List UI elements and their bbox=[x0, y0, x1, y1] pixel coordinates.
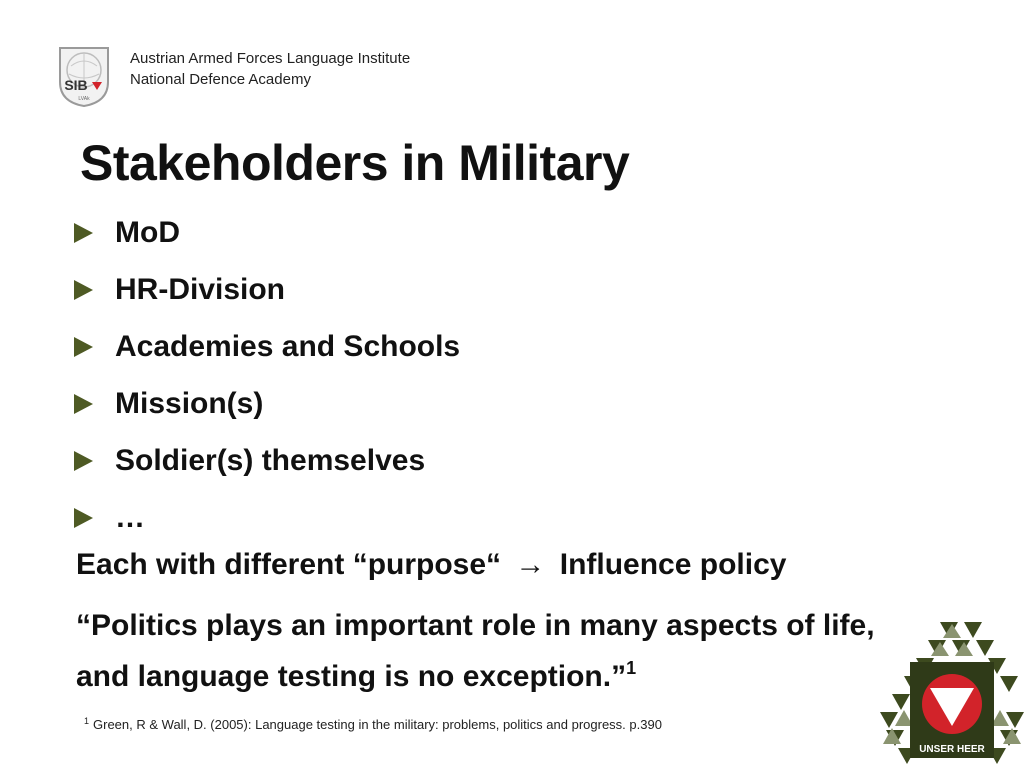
slide-title: Stakeholders in Military bbox=[80, 135, 630, 191]
bullet-arrow-icon bbox=[74, 508, 93, 528]
list-item bbox=[74, 432, 460, 489]
sib-logo-text: SIB bbox=[64, 77, 88, 93]
bullet-label: … bbox=[115, 500, 145, 534]
stakeholder-list bbox=[74, 204, 460, 546]
army-logo-text: UNSER HEER bbox=[919, 744, 985, 755]
politics-quote bbox=[76, 604, 906, 698]
bullet-label: Soldier(s) themselves bbox=[115, 443, 426, 477]
list-item bbox=[74, 204, 460, 261]
sib-logo bbox=[56, 42, 112, 108]
list-item bbox=[74, 489, 460, 546]
academy-name: National Defence Academy bbox=[130, 71, 311, 88]
bullet-label: HR-Division bbox=[115, 272, 286, 306]
bullet-arrow-icon bbox=[74, 451, 93, 471]
purpose-statement bbox=[76, 548, 786, 582]
policy-text: Influence policy bbox=[559, 548, 787, 581]
bullet-arrow-icon bbox=[74, 280, 93, 300]
list-item bbox=[74, 261, 460, 318]
institute-header bbox=[130, 48, 410, 90]
unser-heer-logo bbox=[880, 622, 1024, 768]
quote-footnote-ref: 1 bbox=[626, 658, 637, 678]
bullet-arrow-icon bbox=[74, 337, 93, 357]
list-item bbox=[74, 318, 460, 375]
bullet-arrow-icon bbox=[74, 223, 93, 243]
footnote-marker: 1 bbox=[84, 716, 90, 726]
right-arrow-icon: → bbox=[515, 548, 546, 581]
footnote bbox=[84, 716, 662, 732]
sib-logo-subtext: LVAk bbox=[78, 96, 90, 102]
bullet-label: Academies and Schools bbox=[115, 329, 461, 363]
footnote-citation: Green, R & Wall, D. (2005): Language testing in the military: problems, politics and progress. p.390 bbox=[93, 717, 662, 732]
bullet-label: Mission(s) bbox=[115, 386, 264, 420]
purpose-text: Each with different “purpose“ bbox=[76, 548, 502, 581]
bullet-label: MoD bbox=[115, 215, 180, 249]
list-item bbox=[74, 375, 460, 432]
bullet-arrow-icon bbox=[74, 394, 93, 414]
institute-name: Austrian Armed Forces Language Institute bbox=[130, 50, 411, 67]
quote-text: “Politics plays an important role in many aspects of life, and language testing is no exception.” bbox=[76, 609, 875, 693]
